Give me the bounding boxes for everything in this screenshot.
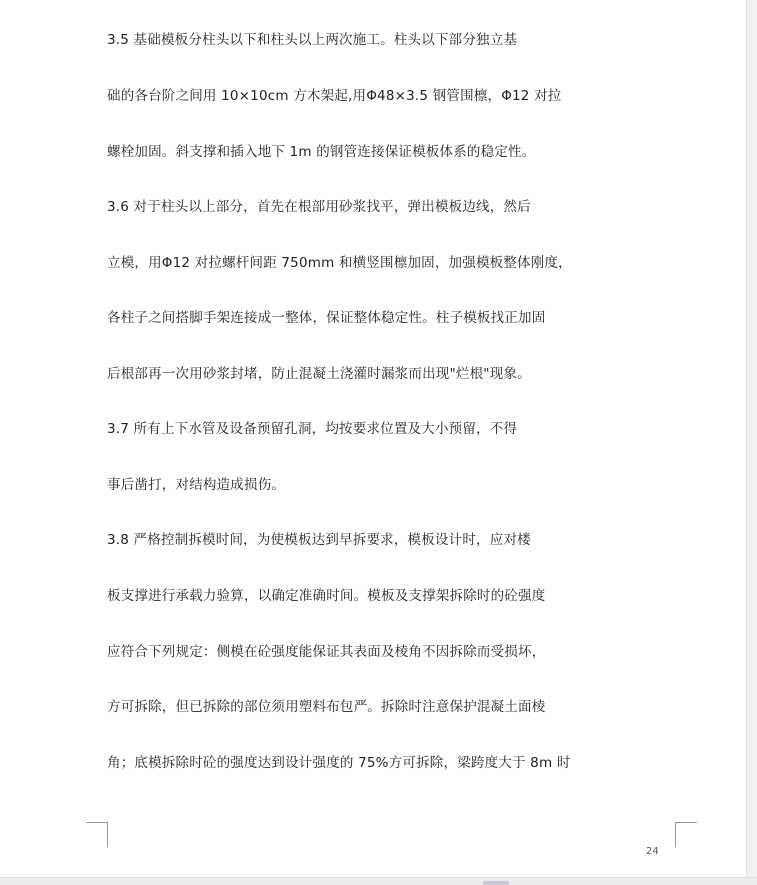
paragraph-line: 各柱子之间搭脚手架连接成一整体，保证整体稳定性。柱子模板找正加固 [107, 310, 546, 326]
paragraph-line: 础的各台阶之间用 10×10cm 方木架起,用Φ48×3.5 钢管围檩，Φ12 对拉 [107, 88, 562, 104]
vertical-scrollbar[interactable] [746, 0, 757, 885]
paragraph-line: 方可拆除，但已拆除的部位须用塑料布包严。拆除时注意保护混凝土面棱 [107, 699, 546, 715]
paragraph-line: 应符合下列规定：侧模在砼强度能保证其表面及棱角不因拆除而受损坏， [107, 644, 546, 660]
margin-corner-mark-right [675, 822, 697, 847]
paragraph-line: 3.5 基础模板分柱头以下和柱头以上两次施工。柱头以下部分独立基 [107, 32, 518, 48]
paragraph-line: 角；底模拆除时砼的强度达到设计强度的 75%方可拆除，梁跨度大于 8m 时 [107, 755, 571, 771]
page-number: 24 [646, 846, 659, 857]
paragraph-line: 立模，用Φ12 对拉螺杆间距 750mm 和横竖围檩加固，加强模板整体刚度， [107, 255, 572, 271]
paragraph-line: 板支撑进行承载力验算，以确定准确时间。模板及支撑架拆除时的砼强度 [107, 588, 546, 604]
margin-corner-mark-left [86, 822, 108, 847]
paragraph-line: 3.8 严格控制拆模时间，为使模板达到早拆要求，模板设计时，应对楼 [107, 532, 531, 548]
paragraph-line: 3.6 对于柱头以上部分，首先在根部用砂浆找平，弹出模板边线，然后 [107, 199, 531, 215]
horizontal-scrollbar[interactable] [0, 877, 757, 885]
scrollbar-thumb[interactable] [483, 881, 509, 885]
paragraph-line: 螺栓加固。斜支撑和插入地下 1m 的钢管连接保证模板体系的稳定性。 [107, 144, 536, 160]
paragraph-line: 3.7 所有上下水管及设备预留孔洞，均按要求位置及大小预留，不得 [107, 421, 518, 437]
paragraph-line: 事后凿打，对结构造成损伤。 [107, 477, 286, 493]
paragraph-line: 后根部再一次用砂浆封堵，防止混凝土浇灌时漏浆而出现"烂根"现象。 [107, 366, 531, 382]
